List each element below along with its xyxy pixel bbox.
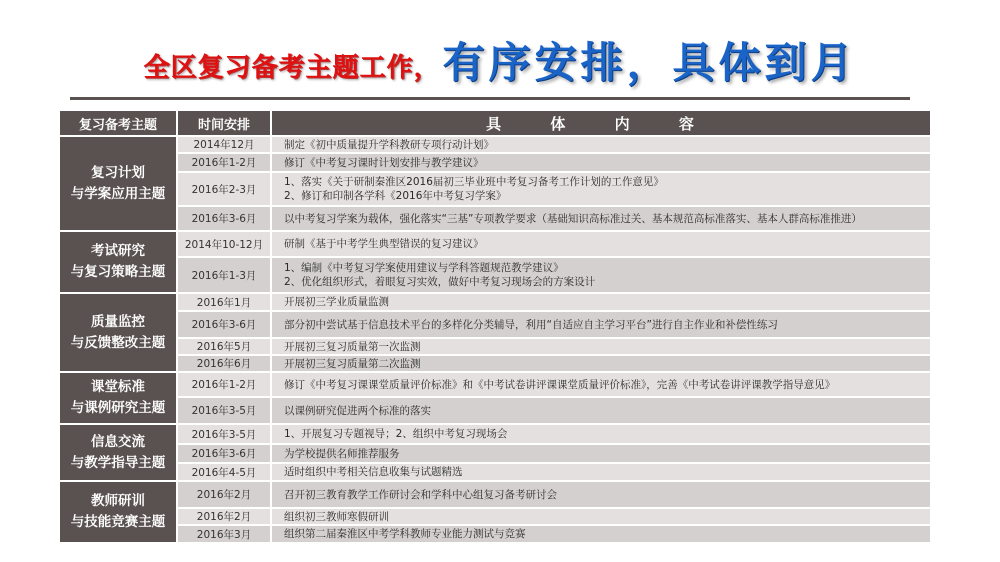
time-cell: 2016年1月	[177, 293, 271, 311]
time-cell: 2016年1-2月	[177, 372, 271, 397]
table-row	[59, 293, 931, 311]
content-cell	[271, 481, 931, 508]
time-cell: 2016年2月	[177, 481, 271, 508]
content-line: 为学校提供名师推荐服务	[284, 447, 400, 460]
topic-line-2: 与课例研究主题	[70, 400, 166, 416]
topic-line-2: 与教学指导主题	[70, 454, 166, 471]
header-time: 时间安排	[177, 110, 271, 136]
table-row	[59, 397, 931, 424]
content-line: 组织第二届秦淮区中考学科教师专业能力测试与竞赛	[284, 528, 526, 540]
title-part-1: 全区复习备考主题工作，	[143, 53, 441, 83]
time-cell: 2016年1-3月	[177, 257, 271, 293]
content-line: 以中考复习学案为载体，强化落实“三基”专项教学要求（基础知识高标准过关、基本规范高标准落实、基本人群高标准推进）	[284, 212, 862, 225]
content-cell	[271, 397, 931, 424]
content-cell	[271, 293, 931, 311]
time-cell: 2016年2-3月	[177, 172, 271, 206]
content-line: 组织初三教师寒假研训	[284, 510, 389, 523]
content-line: 开展初三复习质量第二次监测	[284, 357, 421, 370]
content-line: 1、编制《中考复习学案使用建议与学科答题规范教学建议》	[284, 262, 564, 274]
content-line: 制定《初中质量提升学科教研专项行动计划》	[284, 138, 494, 151]
review-schedule-table	[58, 109, 932, 544]
topic-line-1: 课堂标准	[91, 379, 145, 395]
table-row	[59, 338, 931, 355]
title-divider	[70, 97, 910, 100]
time-cell: 2016年3-5月	[177, 397, 271, 424]
time-cell: 2016年3-6月	[177, 444, 271, 463]
content-line: 2、优化组织形式，着眼复习实效，做好中考复习现场会的方案设计	[284, 276, 596, 288]
topic-cell	[59, 136, 177, 231]
time-cell: 2016年2月	[177, 508, 271, 525]
header-topic: 复习备考主题	[59, 110, 177, 136]
table-row	[59, 257, 931, 293]
table-row	[59, 206, 931, 231]
table-row	[59, 136, 931, 153]
content-line: 1、落实《关于研制秦淮区2016届初三毕业班中考复习备考工作计划的工作意见》	[284, 176, 664, 188]
table-row	[59, 463, 931, 481]
topic-line-1: 考试研究	[91, 243, 145, 259]
topic-line-1: 教师研训	[91, 493, 145, 509]
table-row	[59, 372, 931, 397]
topic-cell	[59, 293, 177, 372]
topic-line-2: 与学案应用主题	[70, 185, 166, 202]
content-cell	[271, 338, 931, 355]
topic-cell	[59, 424, 177, 481]
content-cell	[271, 525, 931, 543]
content-line: 修订《中考复习课时计划安排与教学建议》	[284, 156, 484, 169]
time-cell: 2016年3-6月	[177, 206, 271, 231]
table-row	[59, 444, 931, 463]
table-row	[59, 311, 931, 338]
content-line: 1、开展复习专题视导；2、组织中考复习现场会	[284, 428, 508, 440]
content-cell	[271, 444, 931, 463]
content-line: 以课例研究促进两个标准的落实	[284, 404, 431, 417]
time-cell: 2016年5月	[177, 338, 271, 355]
content-cell	[271, 206, 931, 231]
table-row	[59, 525, 931, 543]
table-row	[59, 508, 931, 525]
table-row	[59, 172, 931, 206]
table-header-row	[59, 110, 931, 136]
time-cell: 2016年1-2月	[177, 153, 271, 172]
slide-title	[0, 30, 1000, 90]
topic-line-1: 质量监控	[91, 313, 145, 330]
content-cell	[271, 257, 931, 293]
content-line: 召开初三教育教学工作研讨会和学科中心组复习备考研讨会	[284, 488, 557, 501]
topic-cell	[59, 372, 177, 424]
content-cell	[271, 508, 931, 525]
content-cell	[271, 355, 931, 372]
content-line: 开展初三复习质量第一次监测	[284, 340, 421, 353]
time-cell: 2016年4-5月	[177, 463, 271, 481]
topic-cell	[59, 231, 177, 293]
time-cell: 2016年3-6月	[177, 311, 271, 338]
content-cell	[271, 372, 931, 397]
content-cell	[271, 231, 931, 257]
content-line: 开展初三学业质量监测	[284, 296, 389, 308]
time-cell: 2016年3月	[177, 525, 271, 543]
title-part-2: 有序安排，具体到月	[442, 38, 857, 87]
topic-cell	[59, 481, 177, 543]
time-cell: 2014年12月	[177, 136, 271, 153]
content-cell	[271, 424, 931, 444]
time-cell: 2014年10-12月	[177, 231, 271, 257]
content-line: 修订《中考复习课课堂质量评价标准》和《中考试卷讲评课课堂质量评价标准》，完善《中考试卷讲评课教学指导意见》	[284, 378, 836, 391]
table-row	[59, 231, 931, 257]
content-line: 部分初中尝试基于信息技术平台的多样化分类辅导，利用“自适应自主学习平台”进行自主作业和补偿性练习	[284, 318, 778, 331]
content-cell	[271, 153, 931, 172]
topic-line-1: 信息交流	[91, 433, 145, 450]
time-cell: 2016年3-5月	[177, 424, 271, 444]
table-row	[59, 153, 931, 172]
table-row	[59, 424, 931, 444]
content-line: 2、修订和印制各学科《2016年中考复习学案》	[284, 190, 507, 202]
topic-line-1: 复习计划	[91, 164, 145, 181]
topic-line-2: 与技能竞赛主题	[70, 514, 166, 530]
content-cell	[271, 311, 931, 338]
table-body	[59, 136, 931, 543]
content-line: 适时组织中考相关信息收集与试题精选	[284, 466, 463, 478]
header-content: 具 体 内 容	[271, 110, 931, 136]
topic-line-2: 与反馈整改主题	[70, 334, 166, 351]
time-cell: 2016年6月	[177, 355, 271, 372]
content-cell	[271, 172, 931, 206]
content-line: 研制《基于中考学生典型错误的复习建议》	[284, 238, 484, 250]
content-cell	[271, 136, 931, 153]
content-cell	[271, 463, 931, 481]
topic-line-2: 与复习策略主题	[70, 264, 166, 280]
table-row	[59, 355, 931, 372]
table-row	[59, 481, 931, 508]
